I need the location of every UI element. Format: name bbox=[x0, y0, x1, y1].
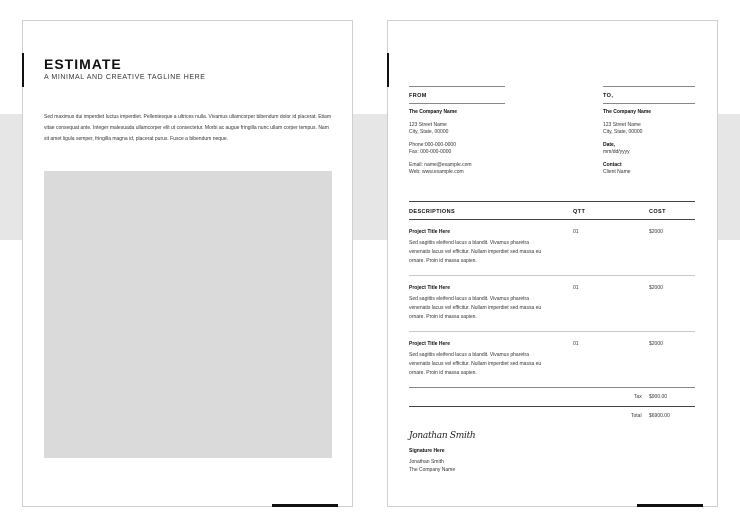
from-street: 123 Street Name bbox=[409, 122, 447, 128]
handwritten-signature: Jonathan Smith bbox=[409, 431, 476, 441]
row-2-description: Sed sagittis eleifend lacus a blandit. Vivamus pharetra venenatis lacus vel efficitur. Nullam imperdiet sed massa eu ornare. Proin id massa sapien. bbox=[409, 296, 542, 320]
total-label: Total bbox=[631, 413, 642, 419]
tax-label: Tax bbox=[634, 394, 642, 400]
row-1-title: Project Title Here bbox=[409, 229, 451, 235]
page-accent-bar bbox=[387, 53, 389, 87]
row-1-description: Sed sagittis eleifend lacus a blandit. Vivamus pharetra venenatis lacus vel efficitur. Nullam imperdiet sed massa eu ornare. Proin id massa sapien. bbox=[409, 240, 542, 264]
contact-label: Contact bbox=[603, 162, 622, 168]
row-2-qty: 01 bbox=[573, 285, 579, 291]
row-3-qty: 01 bbox=[573, 341, 579, 347]
estimate-details-page bbox=[387, 20, 718, 507]
document-tagline: A MINIMAL AND CREATIVE TAGLINE HERE bbox=[44, 74, 206, 81]
row-2-cost: $2000 bbox=[649, 285, 663, 291]
qty-header: QTT bbox=[573, 209, 586, 215]
to-underline bbox=[603, 103, 695, 104]
signature-label: Signature Here bbox=[409, 448, 445, 454]
cost-header: COST bbox=[649, 209, 666, 215]
from-top-rule bbox=[409, 86, 505, 87]
tax-value: $900.00 bbox=[649, 394, 668, 400]
header-underline bbox=[409, 219, 695, 220]
signer-company: The Company Name bbox=[409, 467, 456, 473]
row-2-divider bbox=[409, 331, 695, 332]
to-heading: TO, bbox=[603, 93, 614, 99]
title-accent-bar bbox=[22, 53, 24, 87]
from-fax: Fax: 000-000-0000 bbox=[409, 149, 452, 155]
from-company: The Company Name bbox=[409, 109, 458, 115]
to-street: 123 Street Name bbox=[603, 122, 641, 128]
contact-value: Client Name bbox=[603, 169, 631, 175]
row-3-description: Sed sagittis eleifend lacus a blandit. Vivamus pharetra venenatis lacus vel efficitur. Nullam imperdiet sed massa eu ornare. Proin id massa sapien. bbox=[409, 352, 542, 376]
from-email: Email: name@example.com bbox=[409, 162, 472, 168]
footer-accent-bar bbox=[272, 504, 338, 507]
date-value: mm/dd/yyyy bbox=[603, 149, 630, 155]
row-3-divider bbox=[409, 387, 695, 388]
row-1-cost: $2000 bbox=[649, 229, 663, 235]
descriptions-header: DESCRIPTIONS bbox=[409, 209, 456, 215]
document-title: ESTIMATE bbox=[44, 56, 122, 72]
to-city: City, State, 00000 bbox=[603, 129, 643, 135]
totals-rule bbox=[409, 406, 695, 407]
from-web: Web: www.example.com bbox=[409, 169, 464, 175]
total-value: $6900.00 bbox=[649, 413, 670, 419]
from-city: City, State, 00000 bbox=[409, 129, 449, 135]
footer-accent-bar bbox=[637, 504, 703, 507]
intro-paragraph: Sed maximus dui imperdiet luctus imperdiet. Pellentesque a ultrices nulla. Vivamus ullamcorper bibendum dolor id placerat. Etiam vitae consequat ante. Integer malesuada ullamcorper elit ut consectetur. Morbi ac augue fringilla nunc ullam corper tempus. Nam sit amet ligula semper, fringilla magna id, placerat purus. Fusce a bibendum neque. bbox=[44, 114, 331, 142]
row-3-title: Project Title Here bbox=[409, 341, 451, 347]
from-heading: FROM bbox=[409, 93, 427, 99]
from-phone: Phone:000-000-0000 bbox=[409, 142, 456, 148]
row-2-title: Project Title Here bbox=[409, 285, 451, 291]
to-top-rule bbox=[603, 86, 695, 87]
to-company: The Company Name bbox=[603, 109, 652, 115]
image-placeholder bbox=[44, 171, 332, 458]
row-1-qty: 01 bbox=[573, 229, 579, 235]
row-1-divider bbox=[409, 275, 695, 276]
estimate-cover-page bbox=[22, 20, 353, 507]
row-3-cost: $2000 bbox=[649, 341, 663, 347]
table-top-rule bbox=[409, 201, 695, 202]
signer-name: Jonathan Smith bbox=[409, 459, 444, 465]
from-underline bbox=[409, 103, 505, 104]
date-label: Date, bbox=[603, 142, 616, 148]
